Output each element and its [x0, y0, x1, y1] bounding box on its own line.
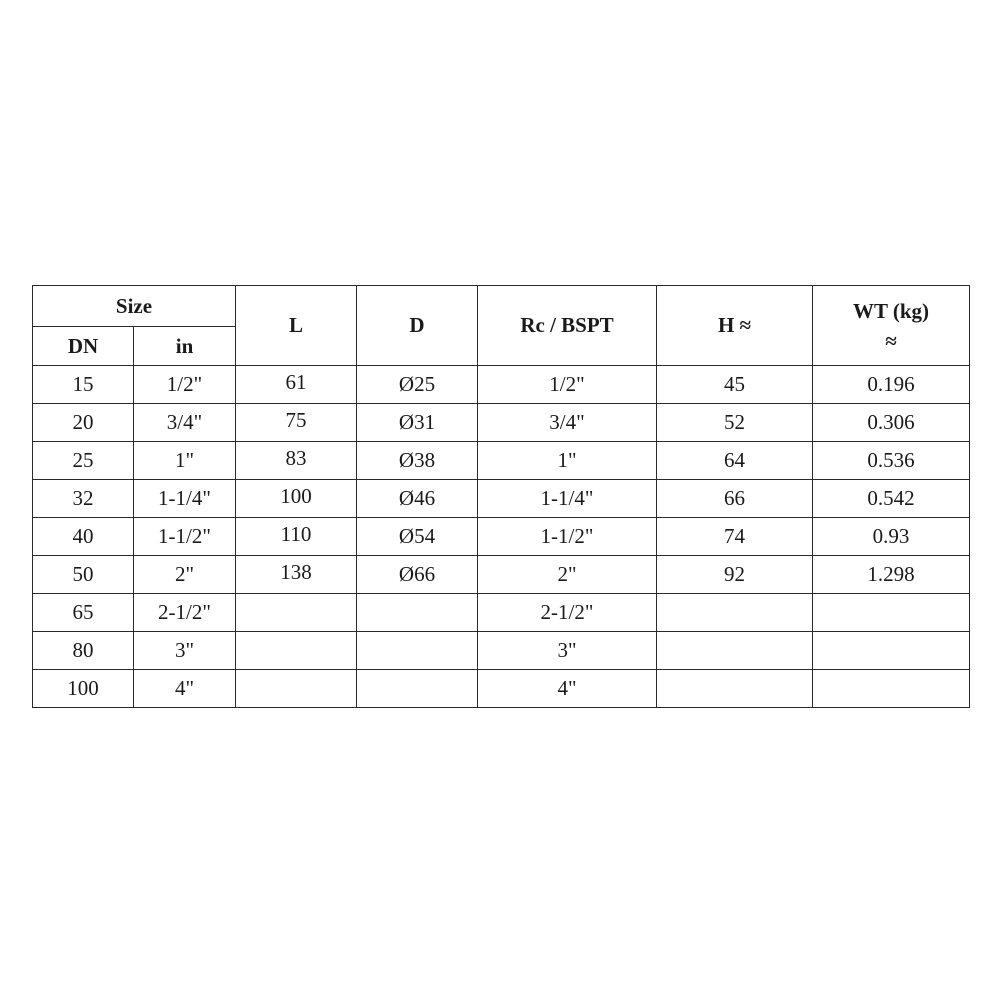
cell-in: 3": [134, 632, 236, 670]
cell-d: Ø38: [357, 442, 478, 480]
header-in: in: [134, 327, 236, 366]
cell-in: 2": [134, 556, 236, 594]
cell-in: 3/4": [134, 404, 236, 442]
cell-dn: 25: [33, 442, 134, 480]
table-row: [33, 480, 970, 518]
cell-l: [236, 594, 357, 632]
cell-h: [657, 670, 813, 708]
cell-in: 1-1/2": [134, 518, 236, 556]
cell-wt: 0.93: [813, 518, 970, 556]
table-row: [33, 404, 970, 442]
cell-thread: 2-1/2": [478, 594, 657, 632]
cell-d: [357, 632, 478, 670]
cell-wt: 0.536: [813, 442, 970, 480]
header-d: D: [357, 286, 478, 366]
cell-d: Ø54: [357, 518, 478, 556]
header-h: H ≈: [657, 286, 813, 366]
cell-l: [236, 632, 357, 670]
cell-l: 61: [236, 366, 357, 404]
table-row: [33, 518, 970, 556]
cell-wt: [813, 670, 970, 708]
table-row: [33, 366, 970, 404]
cell-d: [357, 670, 478, 708]
cell-dn: 50: [33, 556, 134, 594]
cell-wt: 0.196: [813, 366, 970, 404]
cell-h: 66: [657, 480, 813, 518]
header-wt: [813, 286, 970, 366]
cell-dn: 32: [33, 480, 134, 518]
cell-d: Ø31: [357, 404, 478, 442]
header-wt-approx: ≈: [885, 328, 897, 353]
table-row: [33, 632, 970, 670]
cell-d: [357, 594, 478, 632]
cell-thread: 3/4": [478, 404, 657, 442]
cell-dn: 65: [33, 594, 134, 632]
cell-l: 83: [236, 442, 357, 480]
header-size: Size: [33, 286, 236, 327]
table-row: [33, 670, 970, 708]
cell-thread: 1-1/4": [478, 480, 657, 518]
cell-h: 52: [657, 404, 813, 442]
spec-table: [32, 285, 970, 708]
cell-h: 74: [657, 518, 813, 556]
cell-h: 45: [657, 366, 813, 404]
cell-in: 1": [134, 442, 236, 480]
table-body: [33, 366, 970, 708]
cell-thread: 3": [478, 632, 657, 670]
cell-in: 1-1/4": [134, 480, 236, 518]
cell-thread: 1-1/2": [478, 518, 657, 556]
cell-dn: 15: [33, 366, 134, 404]
header-wt-label: WT (kg): [852, 298, 930, 323]
cell-h: 92: [657, 556, 813, 594]
table-row: [33, 594, 970, 632]
cell-wt: 0.306: [813, 404, 970, 442]
cell-in: 2-1/2": [134, 594, 236, 632]
header-dn: DN: [33, 327, 134, 366]
cell-wt: 1.298: [813, 556, 970, 594]
cell-l: 75: [236, 404, 357, 442]
cell-thread: 4": [478, 670, 657, 708]
cell-l: 110: [236, 518, 357, 556]
cell-dn: 100: [33, 670, 134, 708]
header-thread: Rc / BSPT: [478, 286, 657, 366]
cell-l: 100: [236, 480, 357, 518]
cell-wt: [813, 594, 970, 632]
cell-h: [657, 632, 813, 670]
cell-dn: 80: [33, 632, 134, 670]
table-row: [33, 442, 970, 480]
cell-l: [236, 670, 357, 708]
cell-d: Ø25: [357, 366, 478, 404]
cell-in: 4": [134, 670, 236, 708]
cell-wt: 0.542: [813, 480, 970, 518]
cell-h: [657, 594, 813, 632]
cell-thread: 2": [478, 556, 657, 594]
cell-wt: [813, 632, 970, 670]
cell-d: Ø46: [357, 480, 478, 518]
cell-d: Ø66: [357, 556, 478, 594]
cell-thread: 1/2": [478, 366, 657, 404]
header-l: L: [236, 286, 357, 366]
cell-dn: 20: [33, 404, 134, 442]
cell-thread: 1": [478, 442, 657, 480]
cell-in: 1/2": [134, 366, 236, 404]
cell-dn: 40: [33, 518, 134, 556]
cell-l: 138: [236, 556, 357, 594]
table-row: [33, 556, 970, 594]
cell-h: 64: [657, 442, 813, 480]
